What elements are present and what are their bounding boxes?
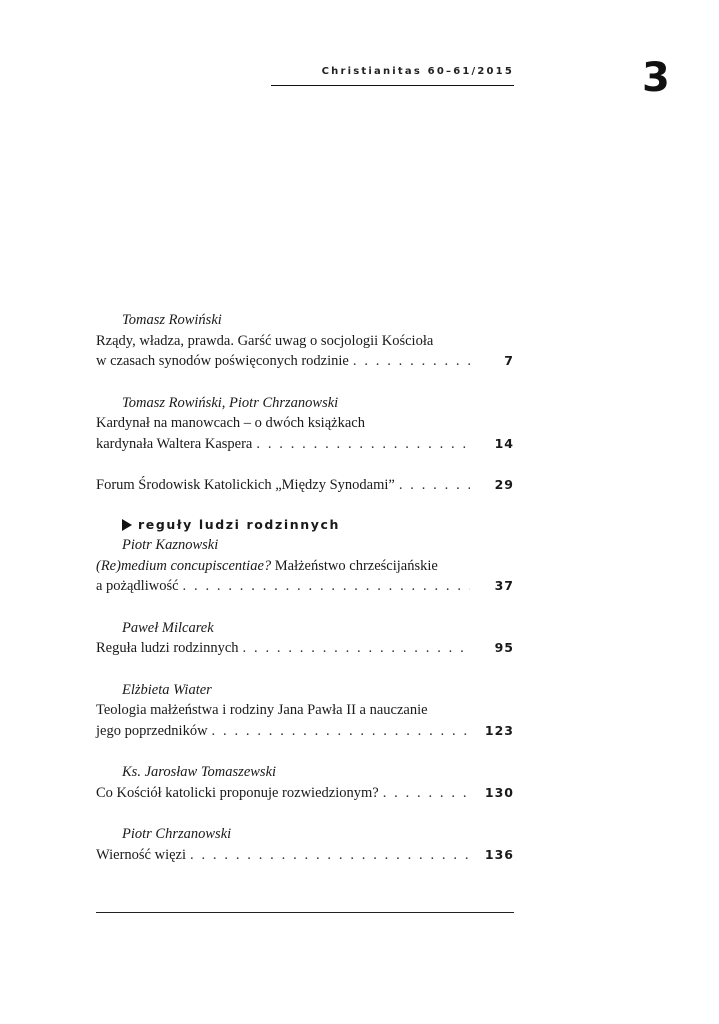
entry-last-line: [96, 475, 514, 496]
entry-author: Piotr Chrzanowski: [122, 826, 232, 842]
dot-leader: [190, 845, 470, 866]
dot-leader: [183, 576, 470, 597]
toc-entry: [96, 680, 514, 742]
entry-page-number: 7: [504, 353, 514, 368]
entry-title-end: Reguła ludzi rodzinnych: [96, 640, 239, 656]
entry-last-line: [96, 845, 514, 866]
dot-leader: [212, 721, 470, 742]
entry-title-line: [96, 556, 514, 577]
toc-entry: [96, 762, 514, 803]
toc-entry: [96, 618, 514, 659]
toc-entry: [96, 310, 514, 372]
entry-author: Tomasz Rowiński, Piotr Chrzanowski: [122, 394, 339, 411]
entry-title-end: Wierność więzi: [96, 846, 187, 863]
entry-last-line: [96, 576, 514, 597]
triangle-icon: [122, 519, 132, 531]
entry-last-line: [96, 721, 514, 742]
entry-last-line: [96, 351, 514, 372]
entry-page-number: 130: [484, 784, 514, 800]
entry-title-line: Teologia małżeństwa i rodziny Jana Pawła II a nauczanie: [96, 702, 428, 718]
entry-page-number: 29: [494, 477, 514, 492]
entry-author: Paweł Milcarek: [122, 619, 214, 636]
dot-leader: [353, 351, 470, 372]
table-of-contents: [96, 310, 514, 886]
entry-page-number: 123: [484, 722, 514, 738]
dot-leader: [383, 783, 470, 804]
entry-title-rest: Małżeństwo chrześcijańskie: [271, 557, 438, 574]
dot-leader: [399, 475, 470, 496]
entry-title-end: Co Kościół katolicki proponuje rozwiedzionym?: [96, 784, 379, 801]
entry-title-end: jego poprzedników: [96, 722, 208, 739]
entry-author: Tomasz Rowiński: [122, 312, 222, 328]
section-heading: [96, 515, 514, 536]
toc-entry: [96, 824, 514, 865]
toc-entry: [96, 535, 514, 597]
header-rule: [271, 85, 514, 86]
section-heading-label: reguły ludzi rodzinnych: [138, 516, 340, 532]
entry-author: Elżbieta Wiater: [122, 681, 212, 698]
entry-last-line: [96, 783, 514, 804]
running-head: Christianitas 60–61/2015: [321, 66, 514, 77]
entry-title-end: kardynała Waltera Kaspera: [96, 435, 253, 452]
entry-title-end: w czasach synodów poświęconych rodzinie: [96, 353, 349, 369]
toc-entry: [96, 393, 514, 455]
entry-page-number: 14: [494, 435, 514, 451]
entry-last-line: [96, 638, 514, 659]
dot-leader: [256, 434, 470, 455]
entry-page-number: 95: [494, 640, 514, 655]
entry-page-number: 37: [494, 578, 514, 593]
entry-page-number: 136: [484, 846, 514, 862]
bottom-rule: [96, 912, 514, 913]
entry-title-line: Kardynał na manowcach – o dwóch książkach: [96, 415, 365, 431]
entry-title-line: Rządy, władza, prawda. Garść uwag o socjologii Kościoła: [96, 332, 434, 349]
dot-leader: [243, 638, 470, 659]
entry-title-italic: (Re)medium concupiscentiae?: [96, 557, 272, 574]
entry-author: Piotr Kaznowski: [122, 537, 219, 553]
entry-title-end: a pożądliwość: [96, 578, 179, 594]
entry-last-line: [96, 434, 514, 455]
page-number: 3: [642, 55, 670, 101]
toc-entry: [96, 475, 514, 496]
entry-author: Ks. Jarosław Tomaszewski: [122, 764, 277, 780]
entry-title-end: Forum Środowisk Katolickich „Między Synodami”: [96, 477, 395, 493]
